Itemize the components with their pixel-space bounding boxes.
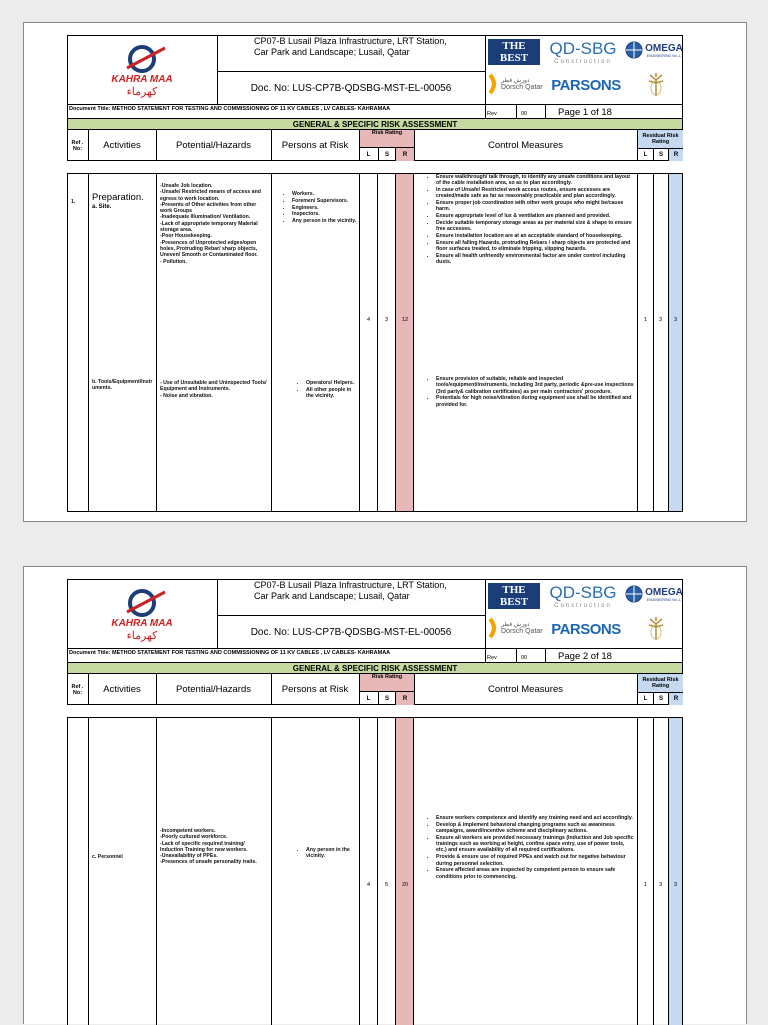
dorsch-logo [488, 613, 544, 643]
risk-l: 4 [366, 882, 371, 888]
header-hazards: Potential/Hazards [176, 140, 251, 151]
rev-label: Rev [487, 111, 497, 117]
control-item: • Ensure proper job coordination with other work groups who might be/cause harm. [436, 200, 636, 213]
header-residual-s: S [653, 693, 668, 705]
header-ref: Ref . No: [71, 683, 84, 696]
control-item: • Provide & ensure use of required PPEs and watch out for negative behaviour during personnel selection. [436, 854, 636, 867]
qdsbg-logo [542, 579, 624, 613]
qdsbg-logo-sub: Construction [554, 603, 612, 609]
row-ref: 1. [71, 199, 76, 205]
control-item: • Ensure installation location are at an acceptable standard of housekeeping. [436, 233, 636, 239]
person-item: • Engineers. [292, 205, 358, 211]
row-persons [288, 380, 358, 400]
header-residual-s: S [653, 149, 668, 161]
row-activity-sub: a. Site. [92, 204, 112, 210]
kahramaa-emblem-icon [107, 586, 177, 618]
header-residual-r: R [668, 693, 683, 705]
document-title: Document Title: METHOD STATEMENT FOR TESTING AND COMMISSIONING OF 11 KV CABLES , LV CABLES- KAHRAMAA [69, 650, 391, 656]
header-hazards: Potential/Hazards [176, 684, 251, 695]
lusail-emblem [646, 71, 666, 99]
kahramaa-emblem-icon [107, 42, 177, 74]
dorsch-logo-text: Dorsch Qatar [501, 84, 543, 91]
header-control-measures: Control Measures [488, 684, 563, 695]
header-risk-rating: Risk Rating [360, 130, 414, 147]
parsons-logo: PARSONS [551, 76, 621, 94]
dorsch-mark-icon [488, 617, 498, 639]
qdsbg-logo-sub: Construction [554, 59, 612, 65]
row-hazards: -Incompetent workers. -Poorly cultured workforce. -Lack of specific required training/ Induction Training for new workers. -Unavailability of PPEs. -Presences of unsafe personality traits. [160, 828, 257, 866]
risk-r: 12 [401, 317, 409, 323]
thebest-logo: THE BEST [488, 583, 540, 609]
document-title: Document Title: METHOD STATEMENT FOR TESTING AND COMMISSIONING OF 11 KV CABLES , LV CABLES- KAHRAMAA [69, 106, 391, 112]
header-ref: Ref . No: [71, 139, 84, 152]
dorsch-logo-text: Dorsch Qatar [501, 628, 543, 635]
header-residual-rating: Residual Risk Rating [638, 674, 683, 692]
header-s: S [378, 692, 395, 705]
thebest-logo: THE BEST [488, 39, 540, 65]
header-s: S [378, 148, 395, 161]
person-item: • Inspectors. [292, 211, 358, 217]
header-r: R [395, 148, 414, 161]
kahramaa-logo [67, 35, 217, 105]
row-controls [418, 376, 636, 408]
person-item: • Workers. [292, 191, 358, 197]
header-l: L [366, 695, 371, 702]
kahramaa-logo [67, 579, 217, 649]
omega-logo [624, 581, 684, 607]
kahramaa-logo-arabic: كهرماء [126, 630, 158, 642]
omega-logo-sub: ENGINEERING W.L.L [646, 53, 682, 58]
row-persons [274, 191, 358, 225]
qdsbg-logo [542, 35, 624, 69]
risk-r: 20 [401, 882, 409, 888]
dorsch-logo-arabic: دورش قطر [501, 622, 530, 628]
control-item: • Ensure appropriate level of lux & ventilation are planned and provided. [436, 213, 636, 219]
residual-l: 1 [643, 882, 648, 888]
residual-r: 3 [673, 882, 678, 888]
dorsch-mark-icon [488, 73, 498, 95]
control-item: • Ensure affected areas are inspected by competent person to ensure safe conditions prior to commencing. [436, 867, 636, 880]
person-item: • Any person in the vicinity. [292, 218, 358, 224]
control-item: • Ensure provision of suitable, reliable and inspected tools/equipment/instruments, including 3rd party, periodic &pre-use inspections (3rd party& calibration certificates) as per main contractors' procedure. [436, 376, 636, 395]
palm-emblem-icon [648, 72, 664, 98]
control-item: • Ensure walkthrough/ talk through, to identify any unsafe conditions and layout of the cable installation area, so as to plan accordingly. [436, 174, 636, 187]
dorsch-logo [488, 69, 544, 99]
person-item: • Operators/ Helpers. [306, 380, 358, 386]
header-residual-r: R [668, 149, 683, 161]
header-residual-rating: Residual Risk Rating [638, 130, 683, 148]
risk-s: 5 [384, 882, 389, 888]
control-item: • Ensure all health unfriendly environmental factor are under control including dusts. [436, 253, 636, 266]
qdsbg-logo-text: QD-SBG [549, 39, 617, 58]
header-residual-l: L [643, 696, 648, 702]
header-persons: Persons at Risk [281, 684, 349, 695]
header-r: R [395, 692, 414, 705]
project-title: CP07-B Lusail Plaza Infrastructure, LRT Station, Car Park and Landscape; Lusail, Qatar [254, 580, 447, 601]
risk-s: 3 [384, 317, 389, 323]
doc-number: Doc. No: LUS-CP7B-QDSBG-MST-EL-00056 [250, 627, 452, 638]
control-item: • Ensure all falling Hazards, protruding Rebars / sharp objects are protected and floor surfaces treated, to eliminate tripping, slipping hazards. [436, 240, 636, 253]
person-item: • Foremen/ Supervisors. [292, 198, 358, 204]
header-residual-l: L [643, 152, 648, 158]
kahramaa-logo-text: KAHRA MAA [111, 618, 173, 629]
control-item: • Develop & implement behavioral changing programs such as awareness campaigns, award/incentive scheme and disciplinary actions. [436, 822, 636, 835]
control-item: • In case of Unsafe/ Restricted work access routes, ensure accesses are created/made safe as far as reasonably practicable and plan accordingly. [436, 187, 636, 200]
omega-logo-text: OMEGA [645, 42, 683, 54]
palm-emblem-icon [648, 616, 664, 642]
omega-globe-icon [625, 41, 643, 59]
residual-s: 3 [658, 882, 663, 888]
rev-value: 00 [521, 655, 528, 661]
control-item: • Ensure all workers are provided necessary trainings (Induction and Job specific trainings such as working at height, confine space entry, use of power tools, etc.) and ensure availability of all required certifications. [436, 835, 636, 854]
header-l: L [366, 151, 371, 158]
row-activity: Preparation. [92, 192, 144, 203]
header-activities: Activities [103, 684, 141, 695]
doc-number: Doc. No: LUS-CP7B-QDSBG-MST-EL-00056 [250, 83, 452, 94]
row-activity: b. Tools/Equipment/Instruments. [92, 379, 153, 392]
row-hazards: -Unsafe Job location. -Unsafe/ Restricted means of access and egress to work location. -Presents of Other activities from other work Groups -Inadequate Illumination/ Ventilation. -Lack of appropriate temporary Material storage area. -Poor Housekeeping. -Presences of Unprotected edges/open holes, Protruding Rebar/ sharp objects, Uneven/ Smooth or Contaminated floor. - Pollution. [160, 183, 261, 265]
residual-r: 3 [673, 317, 678, 323]
omega-logo [624, 37, 684, 63]
row-controls [418, 815, 636, 880]
document-page-1 [23, 22, 747, 522]
document-page-2 [23, 566, 747, 1024]
lusail-emblem [646, 615, 666, 643]
control-item: • Ensure workers competence and identify any training need and act accordingly. [436, 815, 636, 821]
risk-assessment-band: GENERAL & SPECIFIC RISK ASSESSMENT [67, 663, 683, 674]
header-risk-rating: Risk Rating [360, 674, 414, 691]
dorsch-logo-arabic: دورش قطر [501, 78, 530, 84]
rev-label: Rev [487, 655, 497, 661]
page-number: Page 2 of 18 [558, 650, 612, 662]
header-activities: Activities [103, 140, 141, 151]
rev-value: 00 [521, 111, 528, 117]
row-controls [418, 174, 636, 266]
omega-logo-sub: ENGINEERING W.L.L [646, 597, 682, 602]
page-number: Page 1 of 18 [558, 106, 612, 118]
risk-assessment-band: GENERAL & SPECIFIC RISK ASSESSMENT [67, 119, 683, 130]
header-control-measures: Control Measures [488, 140, 563, 151]
residual-s: 3 [658, 317, 663, 323]
person-item: • All other people in the vicinity. [306, 387, 358, 400]
kahramaa-logo-text: KAHRA MAA [111, 74, 173, 85]
row-persons [288, 847, 358, 860]
parsons-logo: PARSONS [551, 620, 621, 638]
qdsbg-logo-text: QD-SBG [549, 583, 617, 602]
row-activity: c. Personnel [92, 854, 123, 860]
control-item: • Decide suitable temporary storage areas as per material size & shape to ensure free accesses. [436, 220, 636, 233]
control-item: • Potentials for high noise/vibration during equipment use shall be identified and provided for. [436, 395, 636, 408]
header-persons: Persons at Risk [281, 140, 349, 151]
project-title: CP07-B Lusail Plaza Infrastructure, LRT Station, Car Park and Landscape; Lusail, Qatar [254, 36, 447, 57]
row-hazards: - Use of Unsuitable and Uninspected Tools/ Equipment and Instruments. - Noise and vibration. [160, 380, 267, 399]
omega-logo-text: OMEGA [645, 586, 683, 598]
risk-l: 4 [366, 317, 371, 323]
residual-l: 1 [643, 317, 648, 323]
person-item: • Any person in the vicinity. [306, 847, 358, 860]
omega-globe-icon [625, 585, 643, 603]
kahramaa-logo-arabic: كهرماء [126, 86, 158, 98]
